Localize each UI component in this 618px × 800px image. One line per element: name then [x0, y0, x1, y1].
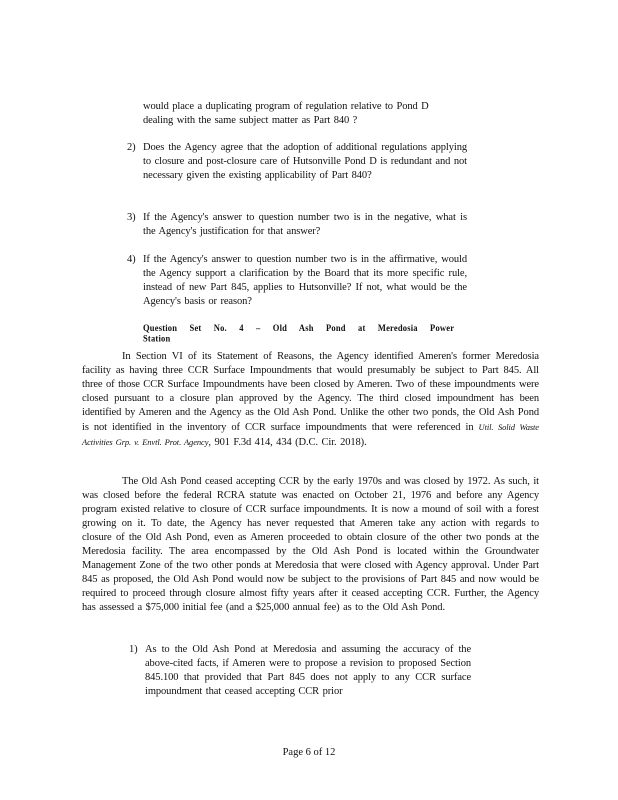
question-text: Does the Agency agree that the adoption of additional regulations applying to closure and post-closure care of Hutsonville Pond D is redundant and not necessary given the existing applicability of Part 840?	[143, 142, 467, 181]
question-text: If the Agency's answer to question number two is in the negative, what is the Agency's justification for that answer?	[143, 212, 467, 237]
intro-line-2: dealing with the same subject matter as Part 840 ?	[143, 115, 358, 126]
paragraph-2	[82, 475, 539, 615]
question-2	[127, 141, 467, 183]
question-text: As to the Old Ash Pond at Meredosia and assuming the accuracy of the above-cited facts, if Ameren were to propose a revision to proposed Section 845.100 that provided that Part 845 does not apply to any CCR surface impoundment that ceased accepting CCR prior	[145, 644, 471, 697]
page-number: Page 6 of 12	[282, 747, 336, 758]
paragraph-1-tail: , 901 F.3d 414, 434 (D.C. Cir. 2018).	[208, 437, 367, 448]
paragraph-1	[82, 350, 539, 450]
question-number: 1)	[129, 644, 138, 655]
question-number: 3)	[127, 212, 136, 223]
intro-continuation	[143, 100, 467, 128]
intro-line-1: would place a duplicating program of regulation relative to Pond D	[143, 101, 429, 112]
paragraph-1-text: In Section VI of its Statement of Reasons, the Agency identified Ameren's former Meredosia facility as having three CCR Surface Impoundments that would presumably be subject to Part 845. All three of those CCR Surface Impoundments have been closed by Ameren. Two of these impoundments were closed pursuant to a closure plan approved by the Agency. The third closed impoundment has been identified by Ameren and the Agency as the Old Ash Pond. Unlike the other two ponds, the Old Ash Pond is not identified in the inventory of CCR surface impoundments that were referenced in	[82, 351, 539, 433]
question-3	[127, 211, 467, 239]
question-number: 2)	[127, 142, 136, 153]
question-number: 4)	[127, 254, 136, 265]
paragraph-2-text: The Old Ash Pond ceased accepting CCR by the early 1970s and was closed by 1972. As such, it was closed before the federal RCRA statute was enacted on October 21, 1976 and before any Agency program existed relative to closure of CCR surface impoundments. It is now a mound of soil with a forest growing on it. To date, the Agency has never requested that Ameren take any action with regards to closure of the Old Ash Pond, even as Ameren proceeded to obtain closure of the other two ponds at the Meredosia facility. The area encompassed by the Old Ash Pond is located within the Groundwater Management Zone of the two other ponds at Meredosia that were closed with Agency approval. Under Part 845 as proposed, the Old Ash Pond would now be subject to the provisions of Part 845 and now would be required to proceed through closure almost fifty years after it ceased accepting CCR. Further, the Agency has assessed a $75,000 initial fee (and a $25,000 annual fee) as to the Old Ash Pond.	[82, 476, 539, 613]
case-citation: Util. Solid Waste Activities Grp. v. Envtl. Prot. Agency	[82, 422, 539, 447]
section-heading: Question Set No. 4 – Old Ash Pond at Meredosia Power Station	[143, 322, 455, 344]
question-text: If the Agency's answer to question number two is in the affirmative, would the Agency support a clarification by the Board that its more specific rule, instead of new Part 845, applies to Hutsonville? If not, what would be the Agency's basis or reason?	[143, 254, 467, 307]
final-question	[129, 643, 471, 699]
question-4	[127, 253, 467, 309]
